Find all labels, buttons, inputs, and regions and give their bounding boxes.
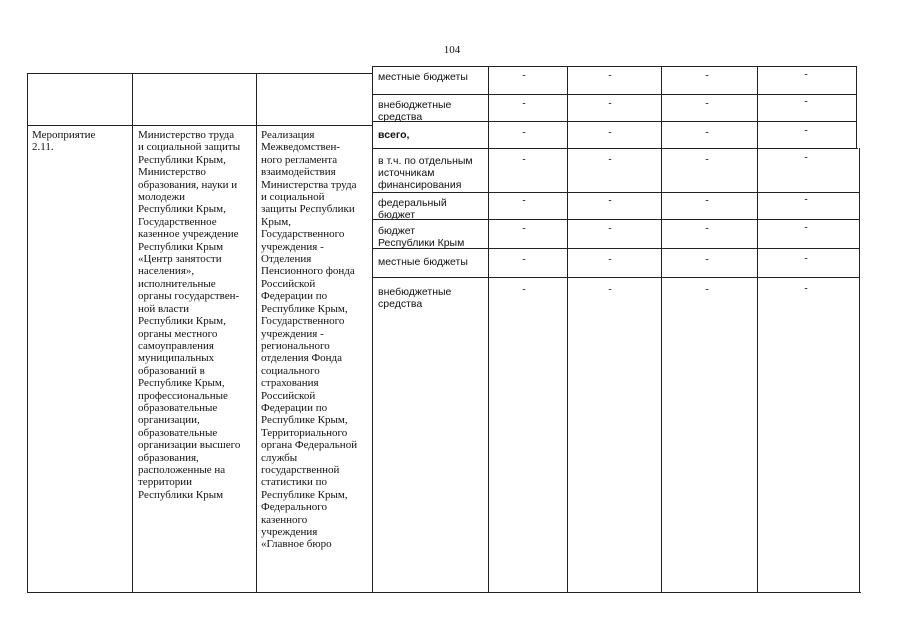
table-cell-value: - (804, 194, 808, 205)
funding-source: местные бюджеты (378, 71, 468, 83)
grid-line (661, 66, 662, 593)
funding-source: в т.ч. по отдельным источникам финансирования (378, 155, 473, 192)
table-cell-value: - (608, 127, 612, 138)
measure-description: Реализация Межведомствен- ного регламента взаимодействия Министерства труда и социальной защиты Республики Крым, Государственного учреждения - Отделения Пенсионного фонда Российской Федерации по Республике Крым, Государственного учреждения - регионального отделения Фонда социального страхования Российской Федерации по Республике Крым, Территориального органа Федеральной службы государственной статистики по Республике Крым, Федерального казенного учреждения «Главное бюро (261, 129, 358, 551)
table-cell-value: - (804, 96, 808, 107)
table-cell-value: - (522, 70, 526, 81)
table-cell-value: - (705, 223, 709, 234)
grid-line (372, 94, 856, 95)
table-cell-value: - (608, 154, 612, 165)
table-cell-value: - (705, 127, 709, 138)
table-cell-value: - (608, 195, 612, 206)
grid-line (859, 148, 860, 593)
grid-line (488, 66, 489, 593)
page-number: 104 (443, 44, 461, 56)
grid-line (372, 192, 859, 193)
grid-line (132, 73, 133, 593)
grid-line (372, 66, 856, 67)
table-cell-value: - (804, 283, 808, 294)
table-cell-value: - (804, 222, 808, 233)
measure-executors: Министерство труда и социальной защиты Республики Крым, Министерство образования, науки и молодежи Республики Крым, Государственное казенное учреждение Республики Крым «Центр занятости населения», исполнительные органы государствен- ной власти Республики Крым, органы местного самоуправления муниципальных образований в Республике Крым, профессиональные образовательные организации, образовательные организации высшего образования, расположенные на территории Республики Крым (138, 129, 241, 501)
table-cell-value: - (522, 223, 526, 234)
grid-line (757, 66, 758, 593)
table-cell-value: - (608, 254, 612, 265)
table-cell-value: - (705, 154, 709, 165)
table-cell-value: - (705, 254, 709, 265)
table-cell-value: - (804, 69, 808, 80)
grid-line (372, 148, 858, 149)
grid-line (27, 73, 28, 593)
grid-line (567, 66, 568, 593)
funding-source: внебюджетные средства (378, 286, 452, 311)
grid-line (27, 125, 373, 126)
table-cell-value: - (522, 284, 526, 295)
table-cell-value: - (522, 127, 526, 138)
grid-line (27, 73, 373, 74)
table-cell-value: - (804, 125, 808, 136)
grid-line (256, 73, 257, 593)
table-cell-value: - (705, 195, 709, 206)
table-cell-value: - (705, 98, 709, 109)
table-cell-value: - (608, 98, 612, 109)
table-cell-value: - (804, 152, 808, 163)
funding-source: местные бюджеты (378, 256, 468, 268)
table-cell-value: - (608, 223, 612, 234)
table-cell-value: - (608, 284, 612, 295)
grid-line (27, 592, 861, 593)
funding-source: всего, (378, 129, 410, 141)
funding-source: бюджет Республики Крым (378, 225, 465, 250)
funding-source: федеральный бюджет (378, 197, 447, 222)
table-cell-value: - (522, 254, 526, 265)
table-cell-value: - (522, 98, 526, 109)
table-cell-value: - (522, 195, 526, 206)
table-cell-value: - (705, 70, 709, 81)
grid-line (856, 66, 857, 149)
table-cell-value: - (804, 253, 808, 264)
grid-line (372, 66, 373, 593)
funding-source: внебюджетные средства (378, 99, 452, 124)
measure-name: Мероприятие 2.11. (32, 129, 96, 154)
table-cell-value: - (522, 154, 526, 165)
table-cell-value: - (705, 284, 709, 295)
table-cell-value: - (608, 70, 612, 81)
grid-line (372, 277, 859, 278)
